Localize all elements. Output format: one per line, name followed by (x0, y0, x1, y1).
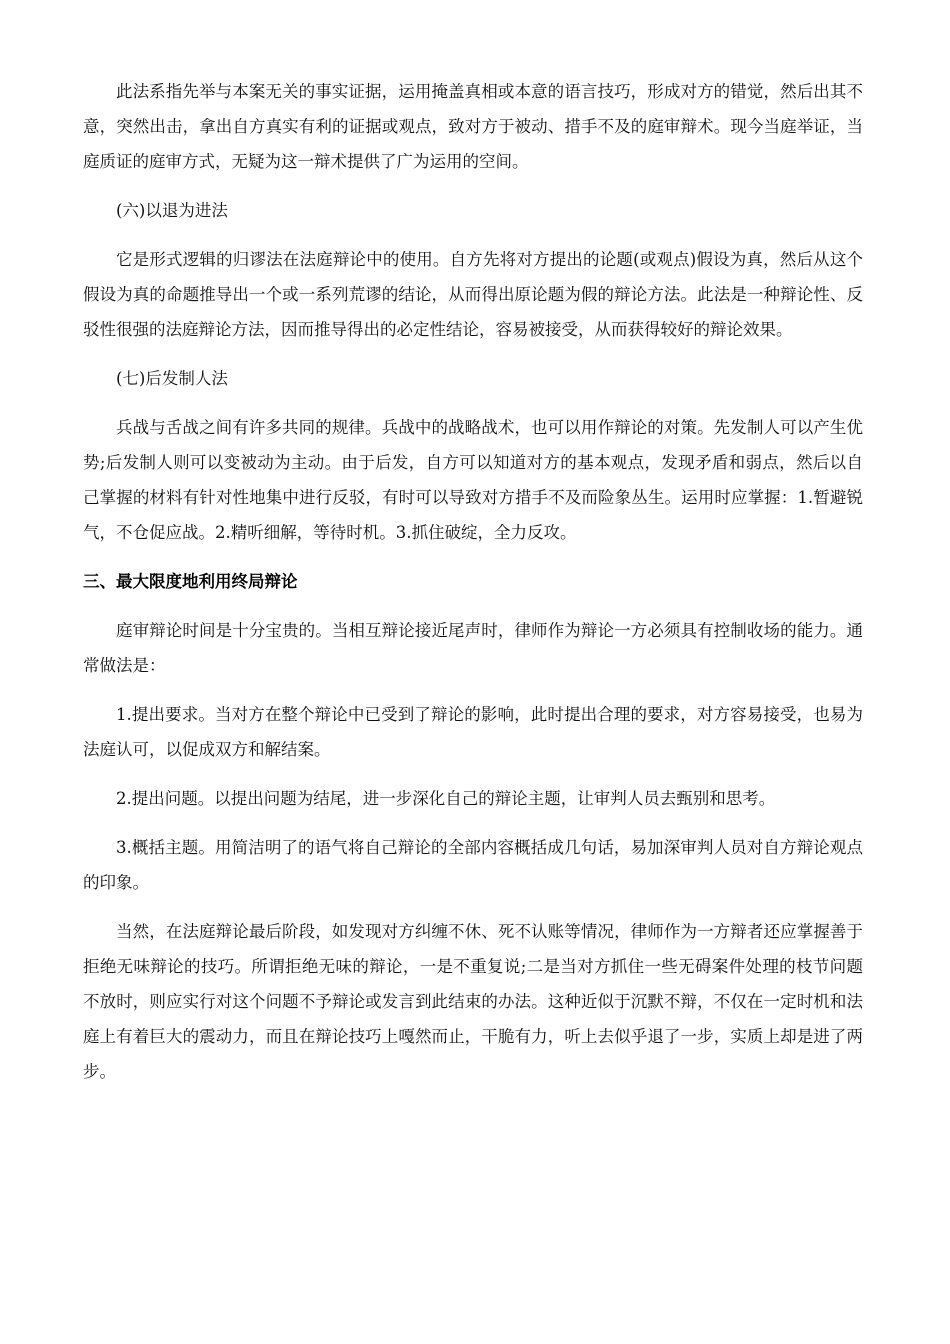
paragraph-conclusion: 当然，在法庭辩论最后阶段，如发现对方纠缠不休、死不认账等情况，律师作为一方辩者还应掌握善于拒绝无味辩论的技巧。所谓拒绝无味的辩论，一是不重复说;二是当对方抓住一些无碍案件处理的枝节问题不放时，则应实行对这个问题不予辩论或发言到此结束的办法。这种近似于沉默不辩，不仅在一定时机和法庭上有着巨大的震动力，而且在辩论技巧上嘎然而止，干脆有力，听上去似乎退了一步，实质上却是进了两步。 (83, 922, 863, 1081)
paragraph-strike-after: 兵战与舌战之间有许多共同的规律。兵战中的战略战术，也可以用作辩论的对策。先发制人可以产生优势;后发制人则可以变被动为主动。由于后发，自方可以知道对方的基本观点，发现矛盾和弱点，然后以自己掌握的材料有针对性地集中进行反驳，有时可以导致对方措手不及而险象丛生。运用时应掌握：1.暂避锐气，不仓促应战。2.精听细解，等待时机。3.抓住破绽，全力反攻。 (83, 418, 863, 542)
subheading-retreat-to-advance: (六)以退为进法 (116, 201, 228, 220)
subheading-strike-after: (七)后发制人法 (116, 369, 228, 388)
paragraph-final-argument-intro: 庭审辩论时间是十分宝贵的。当相互辩论接近尾声时，律师作为辩论一方必须具有控制收场的能力。通常做法是： (83, 621, 863, 675)
paragraph-retreat-to-advance: 它是形式逻辑的归谬法在法庭辩论中的使用。自方先将对方提出的论题(或观点)假设为真，然后从这个假设为真的命题推导出一个或一系列荒谬的结论，从而得出原论题为假的辩论方法。此法是一种辩论性、反驳性很强的法庭辩论方法，因而推导得出的必定性结论，容易被接受，从而获得较好的辩论效果。 (83, 250, 863, 339)
document-body (83, 74, 863, 1103)
list-item-summarize-theme: 3.概括主题。用简洁明了的语气将自己辩论的全部内容概括成几句话，易加深审判人员对自方辩论观点的印象。 (83, 838, 863, 892)
section-heading-final-argument: 三、最大限度地利用终局辩论 (83, 572, 298, 591)
list-item-make-request: 1.提出要求。当对方在整个辩论中已受到了辩论的影响，此时提出合理的要求，对方容易接受，也易为法庭认可，以促成双方和解结案。 (83, 705, 863, 759)
paragraph-intro: 此法系指先举与本案无关的事实证据，运用掩盖真相或本意的语言技巧，形成对方的错觉，然后出其不意，突然出击，拿出自方真实有利的证据或观点，致对方于被动、措手不及的庭审辩术。现今当庭举证，当庭质证的庭审方式，无疑为这一辩术提供了广为运用的空间。 (83, 82, 863, 171)
list-item-raise-question: 2.提出问题。以提出问题为结尾，进一步深化自己的辩论主题，让审判人员去甄别和思考。 (116, 789, 776, 808)
